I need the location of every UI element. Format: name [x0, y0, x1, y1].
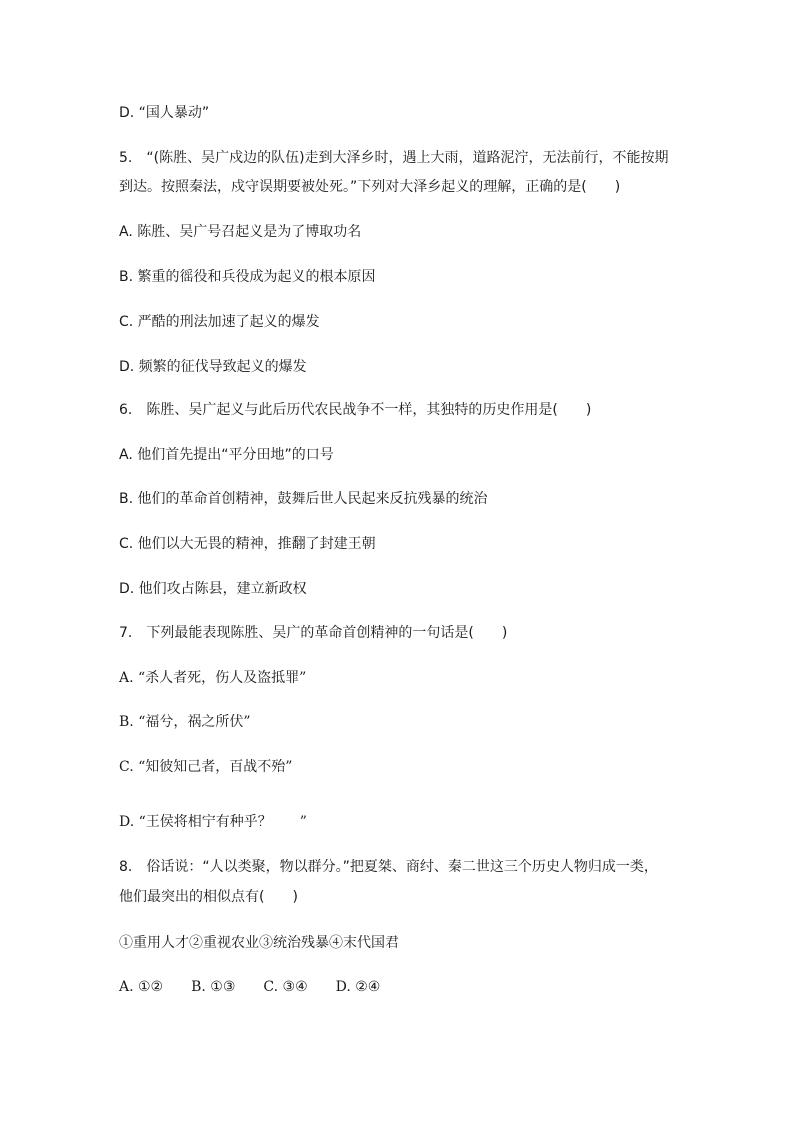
q6-option-c: C. 他们以大无畏的精神，推翻了封建王朝 [119, 536, 376, 552]
q5-stem-line1: 5. “(陈胜、吴广戍边的队伍)走到大泽乡时，遇上大雨，道路泥泞，无法前行，不能按期 [119, 150, 669, 166]
q6-option-a: A. 他们首先提出“平分田地”的口号 [119, 447, 334, 463]
q6-option-b: B. 他们的革命首创精神，鼓舞后世人民起来反抗残暴的统治 [119, 491, 488, 507]
q8-stem-line1: 8. 俗话说：“人以类聚，物以群分。”把夏桀、商纣、秦二世这三个历史人物归成一类， [119, 859, 658, 875]
q4-option-d: D. “国人暴动” [119, 105, 210, 121]
q6-option-d: D. 他们攻占陈县，建立新政权 [119, 581, 307, 597]
q8-items: ①重用人才②重视农业③统治残暴④末代国君 [119, 935, 399, 951]
q7-stem: 7. 下列最能表现陈胜、吴广的革命首创精神的一句话是( ) [119, 625, 508, 641]
q7-option-d: D. “王侯将相宁有种乎？ ” [119, 814, 307, 830]
q5-option-d: D. 频繁的征伐导致起义的爆发 [119, 359, 307, 375]
q5-option-a: A. 陈胜、吴广号召起义是为了博取功名 [119, 224, 362, 240]
q7-option-b: B. “福兮，祸之所伏” [119, 714, 251, 730]
q5-option-c: C. 严酷的刑法加速了起义的爆发 [119, 314, 320, 330]
q6-stem: 6. 陈胜、吴广起义与此后历代农民战争不一样，其独特的历史作用是( ) [119, 402, 592, 418]
q5-stem-line2: 到达。按照秦法，戍守误期要被处死。”下列对大泽乡起义的理解，正确的是( ) [119, 179, 621, 195]
q8-stem-line2: 他们最突出的相似点有( ) [119, 889, 298, 905]
q8-options: A. ①② B. ①③ C. ③④ D. ②④ [119, 979, 381, 995]
q7-option-a: A. “杀人者死，伤人及盗抵罪” [119, 670, 307, 686]
q7-option-c: C. “知彼知己者，百战不殆” [119, 759, 293, 775]
q5-option-b: B. 繁重的徭役和兵役成为起义的根本原因 [119, 269, 376, 285]
